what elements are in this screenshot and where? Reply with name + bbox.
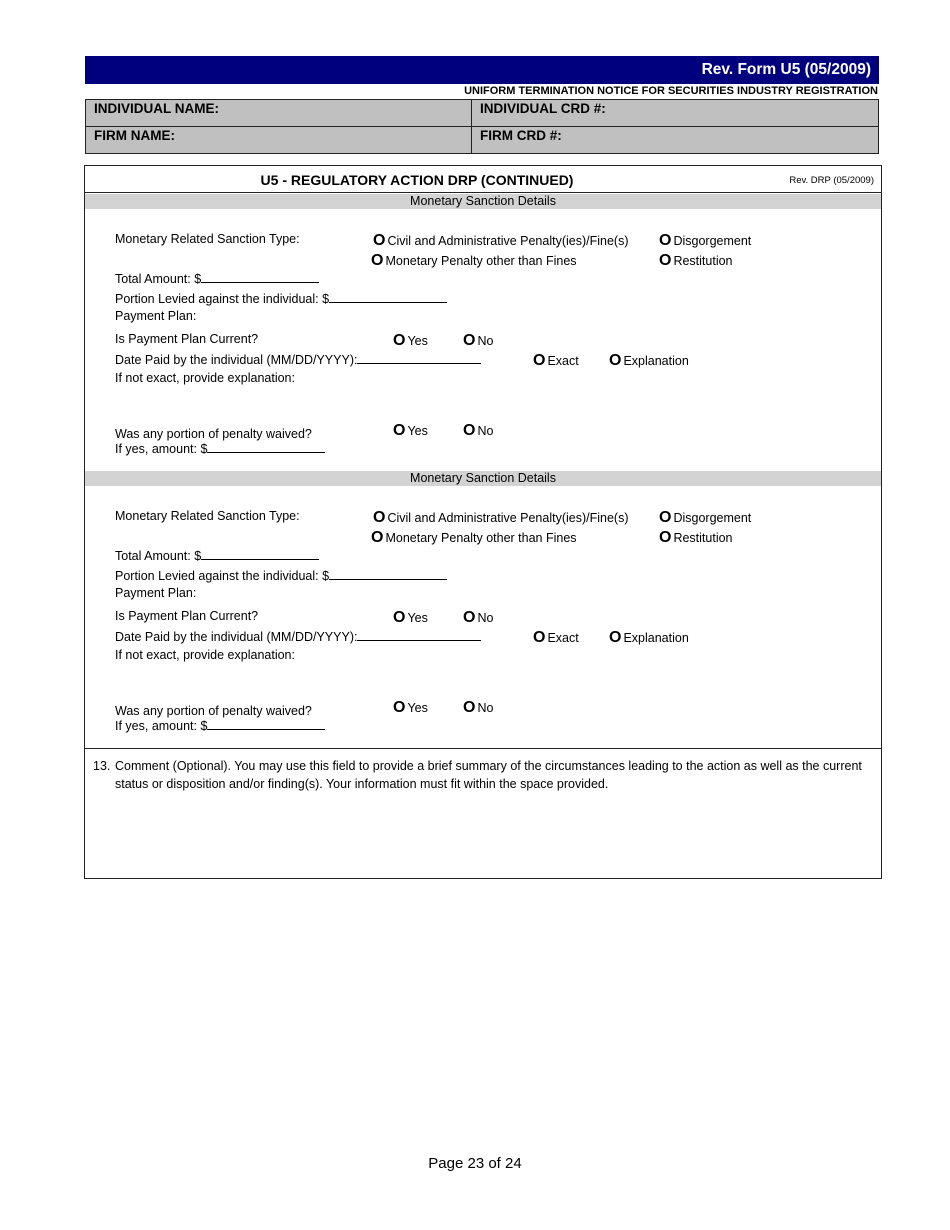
radio-label: Yes <box>407 334 428 348</box>
portion-levied-field[interactable] <box>115 568 447 583</box>
radio-monetary-penalty-other[interactable] <box>371 529 577 547</box>
radio-label: Civil and Administrative Penalty(ies)/Fine(s) <box>387 234 629 248</box>
section-band: Monetary Sanction Details <box>85 471 881 486</box>
radio-label: No <box>477 611 494 625</box>
firm-crd-field[interactable]: FIRM CRD #: <box>480 128 562 143</box>
radio-circle-icon: O <box>463 699 476 716</box>
radio-circle-icon: O <box>371 252 384 269</box>
waived-amount-label: If yes, amount: $ <box>115 719 208 733</box>
date-paid-label: Date Paid by the individual (MM/DD/YYYY): <box>115 353 358 367</box>
comment-instructions: Comment (Optional). You may use this field to provide a brief summary of the circumstances leading to the action as well as the current status or disposition and/or finding(s). Your information must fit within the space provided. <box>115 759 862 791</box>
payment-plan-label: Payment Plan: <box>115 309 197 323</box>
firm-name-field[interactable]: FIRM NAME: <box>94 128 175 143</box>
radio-circle-icon: O <box>373 232 386 249</box>
total-amount-label: Total Amount: $ <box>115 272 202 286</box>
portion-levied-field[interactable] <box>115 291 447 306</box>
radio-label: Monetary Penalty other than Fines <box>385 531 577 545</box>
radio-circle-icon: O <box>463 609 476 626</box>
radio-circle-icon: O <box>609 352 622 369</box>
plan-current-label: Is Payment Plan Current? <box>115 609 259 623</box>
radio-label: Restitution <box>673 531 733 545</box>
radio-circle-icon: O <box>393 422 406 439</box>
drp-revision: Rev. DRP (05/2009) <box>789 175 874 186</box>
radio-circle-icon: O <box>659 509 672 526</box>
radio-label: Explanation <box>623 631 689 645</box>
radio-monetary-penalty-other[interactable] <box>371 252 577 270</box>
radio-plan-current-no[interactable] <box>463 609 493 627</box>
regulatory-action-drp-form <box>84 165 882 879</box>
radio-label: Monetary Penalty other than Fines <box>385 254 577 268</box>
radio-plan-current-no[interactable] <box>463 332 493 350</box>
comment-number: 13. <box>93 759 111 773</box>
radio-label: Yes <box>407 424 428 438</box>
radio-circle-icon: O <box>371 529 384 546</box>
radio-date-exact[interactable] <box>533 352 579 370</box>
radio-waived-no[interactable] <box>463 699 493 717</box>
explanation-label: If not exact, provide explanation: <box>115 371 295 385</box>
waived-amount-label: If yes, amount: $ <box>115 442 208 456</box>
individual-name-field[interactable]: INDIVIDUAL NAME: <box>94 101 220 116</box>
monetary-sanction-block-1 <box>85 166 881 456</box>
radio-date-explanation[interactable] <box>609 629 689 647</box>
radio-circle-icon: O <box>463 422 476 439</box>
radio-circle-icon: O <box>393 332 406 349</box>
radio-label: Explanation <box>623 354 689 368</box>
radio-label: No <box>477 424 494 438</box>
radio-waived-no[interactable] <box>463 422 493 440</box>
date-paid-label: Date Paid by the individual (MM/DD/YYYY): <box>115 630 358 644</box>
section-title: U5 - REGULATORY ACTION DRP (CONTINUED) <box>260 172 574 188</box>
radio-circle-icon: O <box>463 332 476 349</box>
radio-civil-admin-penalty[interactable] <box>373 509 629 527</box>
radio-circle-icon: O <box>659 232 672 249</box>
radio-label: Disgorgement <box>673 234 752 248</box>
section-band: Monetary Sanction Details <box>85 194 881 209</box>
date-paid-field[interactable] <box>115 352 481 367</box>
date-paid-field[interactable] <box>115 629 481 644</box>
radio-circle-icon: O <box>373 509 386 526</box>
radio-label: No <box>477 334 494 348</box>
radio-circle-icon: O <box>393 699 406 716</box>
waived-amount-field[interactable] <box>115 718 325 733</box>
radio-circle-icon: O <box>393 609 406 626</box>
radio-circle-icon: O <box>659 252 672 269</box>
radio-label: No <box>477 701 494 715</box>
radio-label: Yes <box>407 701 428 715</box>
identification-box <box>85 99 879 154</box>
radio-civil-admin-penalty[interactable] <box>373 232 629 250</box>
radio-circle-icon: O <box>659 529 672 546</box>
plan-current-label: Is Payment Plan Current? <box>115 332 259 346</box>
radio-plan-current-yes[interactable] <box>393 332 428 350</box>
radio-label: Restitution <box>673 254 733 268</box>
radio-restitution[interactable] <box>659 529 733 547</box>
form-revision: Rev. Form U5 (05/2009) <box>701 61 871 78</box>
penalty-waived-label: Was any portion of penalty waived? <box>115 704 312 718</box>
radio-circle-icon: O <box>533 352 546 369</box>
radio-label: Exact <box>547 354 579 368</box>
form-subtitle: UNIFORM TERMINATION NOTICE FOR SECURITIES INDUSTRY REGISTRATION <box>464 85 878 97</box>
radio-label: Disgorgement <box>673 511 752 525</box>
individual-crd-field[interactable]: INDIVIDUAL CRD #: <box>480 101 606 116</box>
radio-date-explanation[interactable] <box>609 352 689 370</box>
total-amount-field[interactable] <box>115 548 319 563</box>
radio-label: Civil and Administrative Penalty(ies)/Fine(s) <box>387 511 629 525</box>
explanation-label: If not exact, provide explanation: <box>115 648 295 662</box>
total-amount-field[interactable] <box>115 271 319 286</box>
radio-restitution[interactable] <box>659 252 733 270</box>
portion-levied-label: Portion Levied against the individual: $ <box>115 292 330 306</box>
sanction-type-label: Monetary Related Sanction Type: <box>115 509 300 523</box>
radio-circle-icon: O <box>533 629 546 646</box>
page-number: Page 23 of 24 <box>428 1155 522 1172</box>
radio-date-exact[interactable] <box>533 629 579 647</box>
total-amount-label: Total Amount: $ <box>115 549 202 563</box>
sanction-type-label: Monetary Related Sanction Type: <box>115 232 300 246</box>
comment-field[interactable] <box>93 757 875 793</box>
radio-plan-current-yes[interactable] <box>393 609 428 627</box>
form-banner <box>85 56 879 84</box>
portion-levied-label: Portion Levied against the individual: $ <box>115 569 330 583</box>
monetary-sanction-block-2 <box>85 443 881 733</box>
radio-disgorgement[interactable] <box>659 509 751 527</box>
penalty-waived-label: Was any portion of penalty waived? <box>115 427 312 441</box>
radio-label: Yes <box>407 611 428 625</box>
radio-label: Exact <box>547 631 579 645</box>
radio-circle-icon: O <box>609 629 622 646</box>
payment-plan-label: Payment Plan: <box>115 586 197 600</box>
radio-disgorgement[interactable] <box>659 232 751 250</box>
radio-waived-yes[interactable] <box>393 699 428 717</box>
comment-divider <box>85 748 881 749</box>
radio-waived-yes[interactable] <box>393 422 428 440</box>
